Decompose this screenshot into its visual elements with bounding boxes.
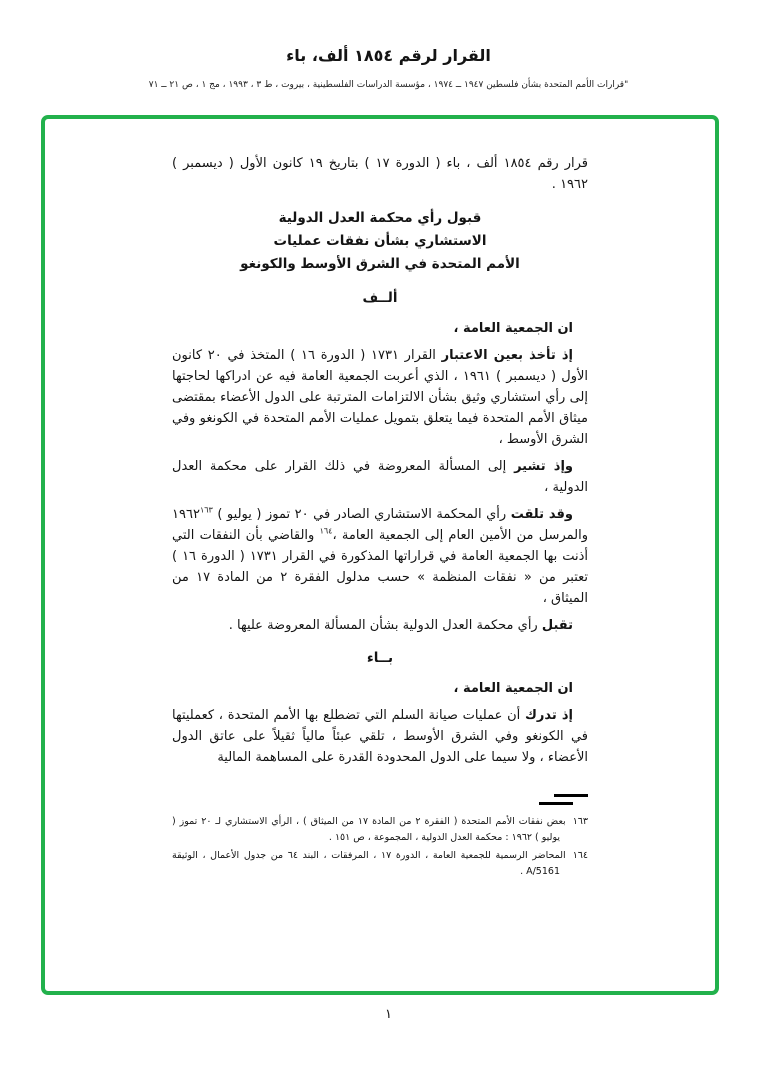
page-number: ١ <box>385 1007 392 1022</box>
document-content <box>172 153 588 880</box>
resolution-heading-line-2: الاستشاري بشأن نفقات عمليات <box>273 233 487 249</box>
footnote-ref-163: ١٦٣ <box>199 505 213 515</box>
paragraph-text: والقاضي بأن النفقات التي أذنت بها الجمعية العامة في قراراتها المذكورة في القرار ١٧٣١ ( الدورة ١٦ ) تعتبر من « نفقات المنظمة » حسب مدلول الفقرة ٢ من المادة ١٧ من الميثاق ، <box>172 528 589 606</box>
footnote-164 <box>172 848 588 880</box>
footnote-number: ١٦٤ <box>572 850 588 861</box>
resolution-heading-line-1: قبول رأي محكمة العدل الدولية <box>278 210 482 226</box>
section-b-label: بــاء <box>366 650 394 666</box>
separator-dash-1 <box>554 794 588 797</box>
paragraph-lead: تقبل <box>541 618 573 633</box>
paragraph-text: إلى المسألة المعروضة في ذلك القرار على محكمة العدل الدولية ، <box>172 459 588 495</box>
footnote-separator <box>172 794 588 805</box>
section-a-paragraph-3 <box>172 504 588 609</box>
footnote-text: المحاضر الرسمية للجمعية العامة ، الدورة ١٧ ، المرفقات ، البند ٦٤ من جدول الأعمال ، الوثيقة A/5161 . <box>172 850 566 877</box>
paragraph-text: والمرسل من الأمين العام إلى الجمعية العامة ، <box>332 528 588 543</box>
resolution-intro: قرار رقم ١٨٥٤ ألف ، باء ( الدورة ١٧ ) بتاريخ ١٩ كانون الأول ( ديسمبر ) ١٩٦٢ . <box>172 156 589 192</box>
section-b-paragraph-1 <box>172 705 588 768</box>
paragraph-lead: وإذ تشير <box>514 459 573 474</box>
footnote-text: بعض نفقات الأمم المتحدة ( الفقرة ٢ من المادة ١٧ من الميثاق ) ، الرأي الاستشاري لـ ٢٠ تموز ( يوليو ) ١٩٦٢ : محكمة العدل الدولية ، المجموعة ، ص ١٥١ . <box>172 816 566 843</box>
page-header <box>0 46 777 90</box>
page-title: القرار لرقم ١٨٥٤ ألف، باء <box>286 46 491 65</box>
section-a-paragraph-1 <box>172 345 588 450</box>
resolution-heading <box>172 207 588 276</box>
paragraph-lead: وقد تلقت <box>510 507 574 522</box>
section-a-label: ألــف <box>362 290 398 306</box>
paragraph-text: القرار ١٧٣١ ( الدورة ١٦ ) المتخذ في ٢٠ كانون الأول ( ديسمبر ) ١٩٦١ ، الذي أعربت الجمعية العامة فيه عن ادراكها لحاجتها إلى رأي استشاري وثيق بشأن الالتزامات المترتبة على الدول الأعضاء بمقتضى ميثاق الأمم المتحدة فيما يتعلق بتمويل عمليات الأمم المتحدة في الكونغو وفي الشرق الأوسط ، <box>172 348 588 447</box>
section-a-paragraph-4 <box>172 615 588 636</box>
citation-line: "قرارات الأمم المتحدة بشأن فلسطين ١٩٤٧ ــ ١٩٧٤ ، مؤسسة الدراسات الفلسطينية ، بيروت ، ط ٣ ، ١٩٩٣ ، مج ١ ، ص ٢١ ــ ٧١ <box>148 80 629 90</box>
footnote-number: ١٦٣ <box>572 816 588 827</box>
paragraph-lead: إذ تدرك <box>524 708 573 723</box>
section-a-opening: ان الجمعية العامة ، <box>453 321 573 336</box>
document-frame <box>41 115 719 995</box>
section-b-opening: ان الجمعية العامة ، <box>453 681 573 696</box>
paragraph-text: رأي محكمة العدل الدولية بشأن المسألة المعروضة عليها . <box>228 618 542 633</box>
resolution-heading-line-3: الأمم المتحدة في الشرق الأوسط والكونغو <box>240 256 520 272</box>
footnote-ref-164: ١٦٤ <box>319 526 333 536</box>
paragraph-text: أن عمليات صيانة السلم التي تضطلع بها الأمم المتحدة ، كعمليتها في الكونغو وفي الشرق الأوسط ، تلقي عبئاً مالياً ثقيلاً على عاتق الدول الأعضاء ، ولا سيما على الدول المحدودة القدرة على المساهمة المالية <box>172 708 588 765</box>
footnote-163 <box>172 814 588 846</box>
paragraph-lead: إذ تأخذ بعين الاعتبار <box>441 348 573 363</box>
section-a-paragraph-2 <box>172 456 588 498</box>
footnotes <box>172 814 588 880</box>
separator-dash-2 <box>539 802 573 805</box>
paragraph-text: رأي المحكمة الاستشاري الصادر في ٢٠ تموز ( يوليو ) ١٩٦٢ <box>172 507 511 522</box>
